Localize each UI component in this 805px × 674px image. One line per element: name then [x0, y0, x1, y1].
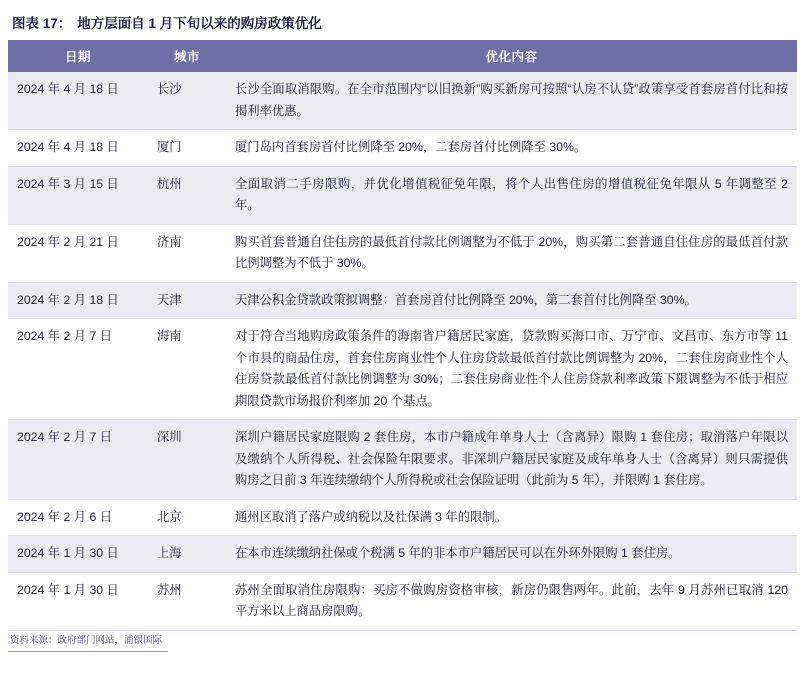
table-row: [8, 536, 797, 573]
column-header-content: 优化内容: [226, 40, 797, 72]
table-row: [8, 319, 797, 420]
figure-number: 图表 17：: [12, 16, 72, 31]
cell-date: 2024 年 1 月 30 日: [8, 536, 148, 573]
cell-city: 北京: [148, 499, 226, 536]
cell-content: 天津公积金贷款政策拟调整：首套房首付比例降至 20%，第二套首付比例降至 30%。: [226, 282, 797, 319]
cell-city: 厦门: [148, 130, 226, 167]
source-note: 资料来源：政府部门网站，浦银国际: [10, 635, 163, 646]
policy-table: [8, 40, 797, 631]
cell-content: 深圳户籍居民家庭限购 2 套住房，本市户籍成年单身人士（含离异）限购 1 套住房；取消落户年限以及缴纳个人所得税、社会保险年限要求。非深圳户籍居民家庭及成年单身人士（含离异）则只需提供购房之日前 3 年连续缴纳个人所得税或社会保险证明（此前为 5 年），并限购 1 套住房。: [226, 420, 797, 500]
table-body: [8, 72, 797, 630]
column-header-city: 城市: [148, 40, 226, 72]
cell-city: 天津: [148, 282, 226, 319]
table-row: [8, 282, 797, 319]
table-header: [8, 40, 797, 72]
cell-date: 2024 年 2 月 18 日: [8, 282, 148, 319]
cell-content: 购买首套普通自住住房的最低首付款比例调整为不低于 20%，购买第二套普通自住住房的最低首付款比例调整为不低于 30%。: [226, 224, 797, 282]
column-header-date: 日期: [8, 40, 148, 72]
cell-city: 杭州: [148, 166, 226, 224]
table-row: [8, 166, 797, 224]
table-header-row: [8, 40, 797, 72]
page-title: 地方层面自 1 月下旬以来的购房政策优化: [77, 16, 322, 31]
cell-date: 2024 年 4 月 18 日: [8, 130, 148, 167]
cell-content: 苏州全面取消住房限购：买房不做购房资格审核，新房仍限售两年。此前，去年 9 月苏州已取消 120 平方米以上商品房限购。: [226, 572, 797, 630]
table-row: [8, 130, 797, 167]
cell-city: 上海: [148, 536, 226, 573]
table-row: [8, 224, 797, 282]
cell-content: 长沙全面取消限购。在全市范围内“以旧换新”购买新房可按照“认房不认贷”政策享受首套房首付比和按揭利率优惠。: [226, 72, 797, 130]
cell-date: 2024 年 3 月 15 日: [8, 166, 148, 224]
cell-city: 济南: [148, 224, 226, 282]
cell-date: 2024 年 2 月 7 日: [8, 420, 148, 500]
cell-content: 在本市连续缴纳社保或个税满 5 年的非本市户籍居民可以在外环外限购 1 套住房。: [226, 536, 797, 573]
table-row: [8, 499, 797, 536]
cell-date: 2024 年 1 月 30 日: [8, 572, 148, 630]
table-row: [8, 420, 797, 500]
figure-title: [8, 10, 797, 40]
cell-date: 2024 年 2 月 6 日: [8, 499, 148, 536]
cell-date: 2024 年 2 月 21 日: [8, 224, 148, 282]
cell-city: 深圳: [148, 420, 226, 500]
table-row: [8, 572, 797, 630]
cell-content: 厦门岛内首套房首付比例降至 20%，二套房首付比例降至 30%。: [226, 130, 797, 167]
cell-content: 全面取消二手房限购，并优化增值税征免年限，将个人出售住房的增值税征免年限从 5 年调整至 2 年。: [226, 166, 797, 224]
cell-date: 2024 年 2 月 7 日: [8, 319, 148, 420]
cell-city: 海南: [148, 319, 226, 420]
cell-content: 通州区取消了落户或纳税以及社保满 3 年的限制。: [226, 499, 797, 536]
cell-content: 对于符合当地购房政策条件的海南省户籍居民家庭，贷款购买海口市、万宁市、文昌市、东方市等 11 个市县的商品住房，首套住房商业性个人住房贷款最低首付款比例调整为 20%，二套住房商业性个人住房贷款最低首付款比例调整为 30%；二套住房商业性个人住房贷款利率政策下限调整为不低于相应期限贷款市场报价利率加 20 个基点。: [226, 319, 797, 420]
table-row: [8, 72, 797, 130]
footnote-divider: [8, 651, 168, 652]
cell-city: 长沙: [148, 72, 226, 130]
cell-date: 2024 年 4 月 18 日: [8, 72, 148, 130]
cell-city: 苏州: [148, 572, 226, 630]
